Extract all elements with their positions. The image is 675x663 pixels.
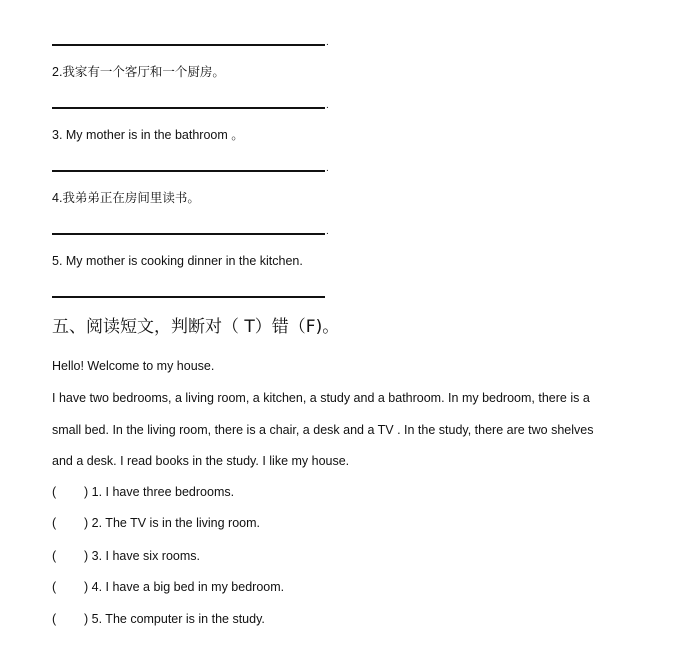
answer-blank-3[interactable]: ( xyxy=(52,549,57,563)
answer-blank-2[interactable]: ( xyxy=(52,516,57,530)
section-title: 五、阅读短文，判断对（ T）错（F)。 xyxy=(52,317,340,337)
line-end-mark-1: . xyxy=(326,37,329,48)
judgement-text-2: ) 2. The TV is in the living room. xyxy=(84,516,261,530)
judgement-text-1: ) 1. I have three bedrooms. xyxy=(84,485,235,499)
answer-blank-4[interactable]: ( xyxy=(52,580,57,594)
judgement-text-5: ) 5. The computer is in the study. xyxy=(84,612,265,626)
answer-blank-5[interactable]: ( xyxy=(52,612,57,626)
answer-blank-1[interactable]: ( xyxy=(52,485,57,499)
translation-prompt-3: 3. My mother is in the bathroom 。 xyxy=(52,128,244,142)
passage-line-3: small bed. In the living room, there is a chair, a desk and a TV . In the study, there are two shelves xyxy=(52,423,594,437)
line-end-mark-4: . xyxy=(326,226,329,237)
passage-line-1: Hello! Welcome to my house. xyxy=(52,359,215,373)
translation-prompt-5: 5. My mother is cooking dinner in the kitchen. xyxy=(52,254,303,268)
answer-line-5[interactable] xyxy=(52,296,325,298)
answer-line-1[interactable] xyxy=(52,44,325,46)
translation-prompt-4: 4.我弟弟正在房间里读书。 xyxy=(52,191,200,205)
answer-line-3[interactable] xyxy=(52,170,325,172)
line-end-mark-3: . xyxy=(326,163,329,174)
translation-prompt-2: 2.我家有一个客厅和一个厨房。 xyxy=(52,65,225,79)
judgement-text-3: ) 3. I have six rooms. xyxy=(84,549,201,563)
answer-line-2[interactable] xyxy=(52,107,325,109)
passage-line-2: I have two bedrooms, a living room, a kitchen, a study and a bathroom. In my bedroom, there is a xyxy=(52,391,590,405)
answer-line-4[interactable] xyxy=(52,233,325,235)
judgement-text-4: ) 4. I have a big bed in my bedroom. xyxy=(84,580,285,594)
line-end-mark-2: . xyxy=(326,100,329,111)
passage-line-4: and a desk. I read books in the study. I like my house. xyxy=(52,454,350,468)
